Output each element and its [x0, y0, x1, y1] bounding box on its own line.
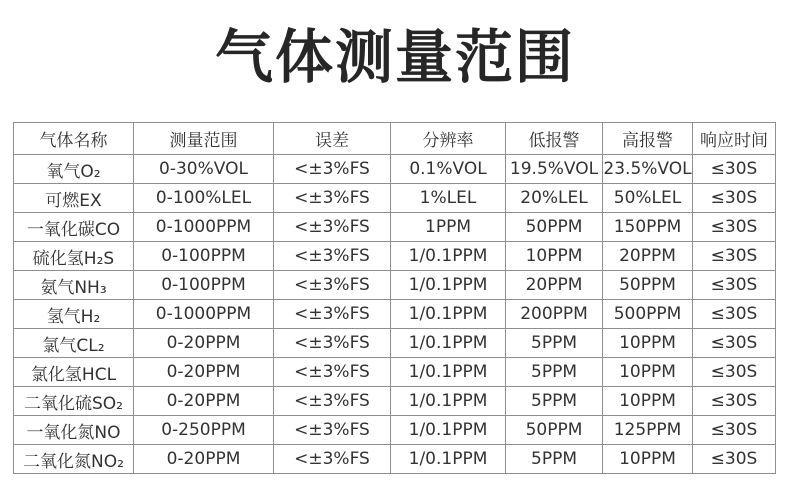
table-cell-high-alarm: 23.5%VOL [603, 155, 693, 184]
table-cell-resolution: 1/0.1PPM [391, 387, 506, 416]
table-cell-resolution: 1/0.1PPM [391, 329, 506, 358]
table-cell-measurement-range: 0-1000PPM [134, 300, 274, 329]
table-cell-gas-name: 氢气H₂ [14, 300, 134, 329]
table-row [14, 213, 776, 242]
table-cell-high-alarm: 500PPM [603, 300, 693, 329]
table-cell-low-alarm: 20%LEL [506, 184, 603, 213]
column-header-gas-name: 气体名称 [14, 123, 134, 155]
table-cell-error: <±3%FS [274, 271, 391, 300]
table-cell-gas-name: 氯气CL₂ [14, 329, 134, 358]
table-row [14, 387, 776, 416]
table-cell-resolution: 1/0.1PPM [391, 358, 506, 387]
column-header-high-alarm: 高报警 [603, 123, 693, 155]
column-header-low-alarm: 低报警 [506, 123, 603, 155]
table-cell-low-alarm: 5PPM [506, 358, 603, 387]
table-cell-measurement-range: 0-30%VOL [134, 155, 274, 184]
table-cell-high-alarm: 150PPM [603, 213, 693, 242]
table-cell-gas-name: 二氧化硫SO₂ [14, 387, 134, 416]
table-cell-error: <±3%FS [274, 358, 391, 387]
table-cell-high-alarm: 50%LEL [603, 184, 693, 213]
table-row [14, 329, 776, 358]
table-cell-low-alarm: 5PPM [506, 329, 603, 358]
table-cell-response-time: ≤30S [693, 300, 776, 329]
table-cell-resolution: 1PPM [391, 213, 506, 242]
table-cell-response-time: ≤30S [693, 271, 776, 300]
table-cell-response-time: ≤30S [693, 358, 776, 387]
table-cell-low-alarm: 200PPM [506, 300, 603, 329]
table-cell-measurement-range: 0-1000PPM [134, 213, 274, 242]
table-cell-gas-name: 氯化氢HCL [14, 358, 134, 387]
table-cell-error: <±3%FS [274, 213, 391, 242]
header-row [14, 123, 776, 155]
table-cell-high-alarm: 10PPM [603, 358, 693, 387]
table-row [14, 358, 776, 387]
table-cell-gas-name: 氧气O₂ [14, 155, 134, 184]
table-cell-resolution: 1/0.1PPM [391, 300, 506, 329]
table-row [14, 184, 776, 213]
table-cell-error: <±3%FS [274, 329, 391, 358]
table-cell-error: <±3%FS [274, 300, 391, 329]
table-cell-gas-name: 可燃EX [14, 184, 134, 213]
table-row [14, 242, 776, 271]
table-row [14, 300, 776, 329]
column-header-measurement-range: 测量范围 [134, 123, 274, 155]
table-cell-error: <±3%FS [274, 445, 391, 474]
column-header-error: 误差 [274, 123, 391, 155]
table-cell-resolution: 1%LEL [391, 184, 506, 213]
table-cell-high-alarm: 10PPM [603, 387, 693, 416]
table-cell-resolution: 0.1%VOL [391, 155, 506, 184]
page-title: 气体测量范围 [214, 23, 575, 91]
table-cell-response-time: ≤30S [693, 242, 776, 271]
table-row [14, 155, 776, 184]
table-cell-low-alarm: 20PPM [506, 271, 603, 300]
table-cell-error: <±3%FS [274, 155, 391, 184]
table-cell-measurement-range: 0-20PPM [134, 358, 274, 387]
table-cell-error: <±3%FS [274, 387, 391, 416]
table-cell-high-alarm: 10PPM [603, 329, 693, 358]
table-cell-response-time: ≤30S [693, 387, 776, 416]
table-row [14, 445, 776, 474]
table-cell-gas-name: 一氧化氮NO [14, 416, 134, 445]
table-cell-low-alarm: 10PPM [506, 242, 603, 271]
table-cell-low-alarm: 5PPM [506, 445, 603, 474]
table-cell-response-time: ≤30S [693, 155, 776, 184]
column-header-resolution: 分辨率 [391, 123, 506, 155]
table-cell-resolution: 1/0.1PPM [391, 242, 506, 271]
table-cell-measurement-range: 0-20PPM [134, 445, 274, 474]
table-cell-response-time: ≤30S [693, 445, 776, 474]
table-cell-response-time: ≤30S [693, 213, 776, 242]
table-cell-measurement-range: 0-20PPM [134, 329, 274, 358]
table-cell-low-alarm: 5PPM [506, 387, 603, 416]
table-row [14, 416, 776, 445]
table-cell-response-time: ≤30S [693, 184, 776, 213]
table-cell-low-alarm: 50PPM [506, 213, 603, 242]
table-cell-high-alarm: 125PPM [603, 416, 693, 445]
table-cell-error: <±3%FS [274, 242, 391, 271]
table-cell-resolution: 1/0.1PPM [391, 271, 506, 300]
table-head [14, 123, 776, 155]
table-cell-response-time: ≤30S [693, 329, 776, 358]
table-cell-measurement-range: 0-100PPM [134, 242, 274, 271]
table-cell-gas-name: 一氧化碳CO [14, 213, 134, 242]
table-body [14, 155, 776, 474]
table-cell-high-alarm: 50PPM [603, 271, 693, 300]
column-header-response-time: 响应时间 [693, 123, 776, 155]
table-cell-measurement-range: 0-250PPM [134, 416, 274, 445]
table-cell-measurement-range: 0-20PPM [134, 387, 274, 416]
table-cell-gas-name: 二氧化氮NO₂ [14, 445, 134, 474]
table-cell-error: <±3%FS [274, 184, 391, 213]
table-cell-low-alarm: 50PPM [506, 416, 603, 445]
table-cell-measurement-range: 0-100PPM [134, 271, 274, 300]
table-cell-gas-name: 氨气NH₃ [14, 271, 134, 300]
table-cell-measurement-range: 0-100%LEL [134, 184, 274, 213]
table-cell-low-alarm: 19.5%VOL [506, 155, 603, 184]
table-row [14, 271, 776, 300]
table-cell-response-time: ≤30S [693, 416, 776, 445]
table-cell-resolution: 1/0.1PPM [391, 445, 506, 474]
table-cell-high-alarm: 20PPM [603, 242, 693, 271]
table-cell-error: <±3%FS [274, 416, 391, 445]
gas-spec-table [13, 122, 776, 474]
table-cell-high-alarm: 10PPM [603, 445, 693, 474]
table-cell-gas-name: 硫化氢H₂S [14, 242, 134, 271]
table-cell-resolution: 1/0.1PPM [391, 416, 506, 445]
